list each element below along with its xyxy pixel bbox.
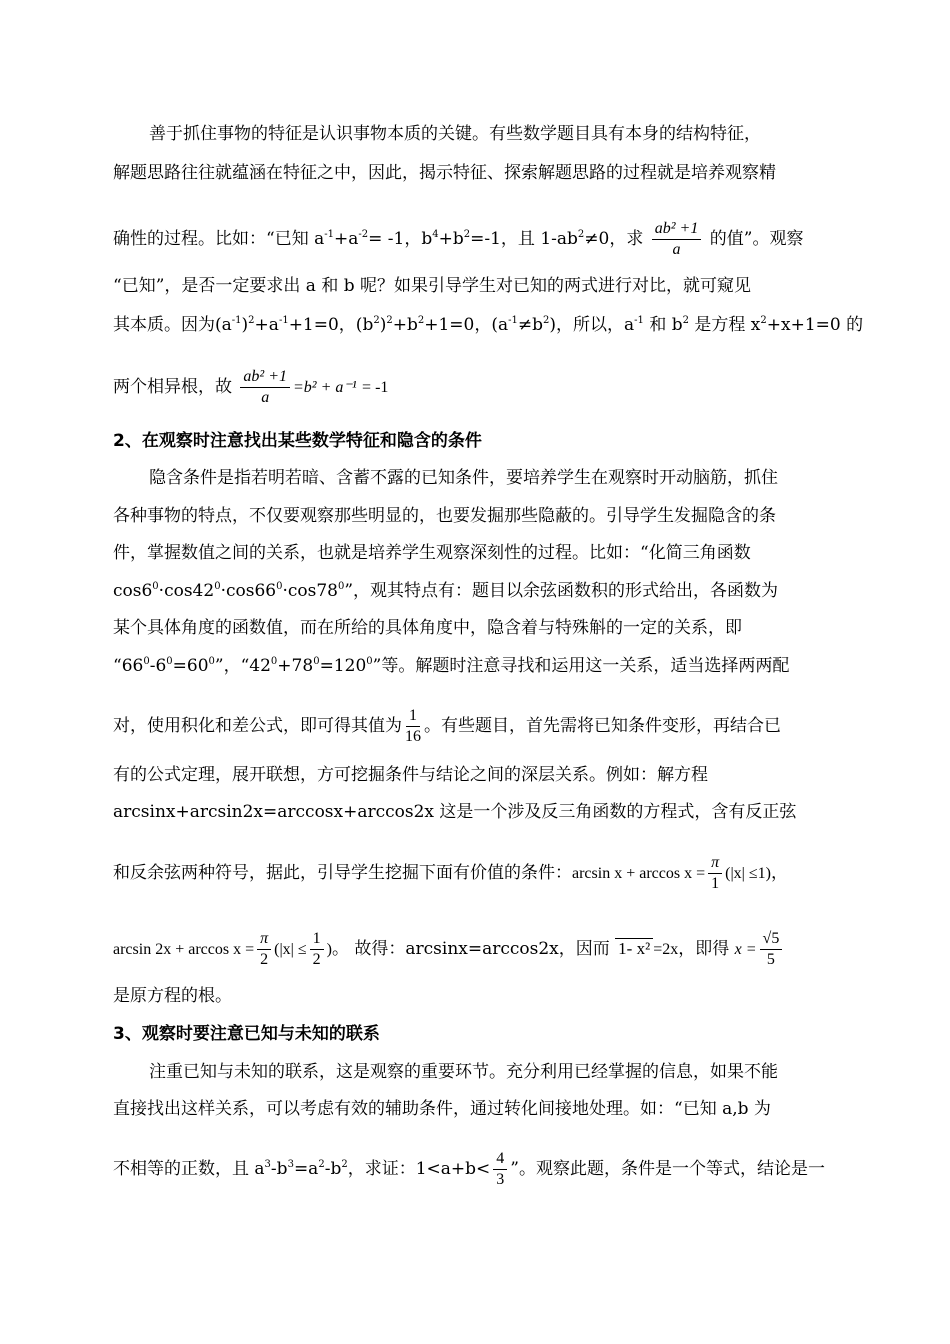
para2-line3: 件，掌握数值之间的关系，也就是培养学生观察深刻性的过程。比如：“化简三角函数 xyxy=(113,543,751,563)
fraction-1-over-2: $\frac{1}{2}$ xyxy=(310,929,324,970)
para2-line1: 隐含条件是指若明若暗、含蓄不露的已知条件，要培养学生在观察时开动脑筋，抓住 xyxy=(149,468,778,488)
para3-line2: 直接找出这样关系，可以考虑有效的辅助条件，通过转化间接地处理。如：“已知 a,b 为 xyxy=(113,1099,771,1119)
fraction-4-over-3: $\frac{4}{3}$ xyxy=(493,1149,507,1190)
fraction-pi-over-2: $\frac{\pi}{2}$ xyxy=(257,929,271,970)
para2-line8: 有的公式定理，展开联想，方可挖掘条件与结论之间的深层关系。例如：解方程 xyxy=(113,765,708,785)
section-heading-2: 2、在观察时注意找出某些数学特征和隐含的条件 xyxy=(113,431,482,451)
para3-line3: 不相等的正数，且 $a^3-b^3=a^2-b^2$，求证：1<a+b< $\frac{4}{3}$ ”。观察此题，条件是一个等式，结论是一 xyxy=(113,1150,825,1188)
para1-line4: “已知”，是否一定要求出 a 和 b 呢？如果引导学生对已知的两式进行对比，就可窥见 xyxy=(113,276,752,296)
fraction-ab2-plus-1-over-a-2: $\frac{\text{ab² +1}}{a}$ xyxy=(240,367,290,408)
para2-line7: 对，使用积化和差公式，即可得其值为 $\frac{1}{16}$ 。有些题目，首先需将已知条件变形，再结合已 xyxy=(113,707,781,745)
fraction-sqrt5-over-5: $\frac{√5}{5}$ xyxy=(760,929,783,970)
para1-line1: 善于抓住事物的特征是认识事物本质的关键。有些数学题目具有本身的结构特征， xyxy=(149,124,761,144)
para3-line1: 注重已知与未知的联系，这是观察的重要环节。充分利用已经掌握的信息，如果不能 xyxy=(149,1062,778,1082)
para2-line2: 各种事物的特点，不仅要观察那些明显的，也要发掘那些隐蔽的。引导学生发掘隐含的条 xyxy=(113,506,776,526)
para1-line2: 解题思路往往就蕴涵在特征之中，因此，揭示特征、探索解题思路的过程就是培养观察精 xyxy=(113,163,776,183)
para1-line3: 确性的过程。比如：“已知 $a^{-1}+a^{-2}= -1$，$b^4+b^2=-1$，且 $1-ab^2\ne 0$，求 $\frac{\text{ab² +1}}{a}$ 的值”。观察 xyxy=(113,220,804,258)
fraction-1-over-16: $\frac{1}{16}$ xyxy=(405,707,421,745)
para2-line12: 是原方程的根。 xyxy=(113,986,232,1006)
fraction-ab2-plus-1-over-a: $\frac{\text{ab² +1}}{a}$ xyxy=(652,219,702,260)
para1-line6: 两个相异根，故 $\frac{\text{ab² +1}}{a}$ =b² + a⁻¹ = -1 xyxy=(113,368,389,406)
section-heading-3: 3、观察时要注意已知与未知的联系 xyxy=(113,1024,380,1044)
para2-line10: 和反余弦两种符号，据此，引导学生挖掘下面有价值的条件：arcsin x + arccos x = $\frac{\pi}{1}$ (|x| ≤1)， xyxy=(113,854,788,892)
fraction-pi-over-1: $\frac{\pi}{1}$ xyxy=(708,853,722,894)
para2-line5: 某个具体角度的函数值，而在所给的具体角度中，隐含着与特殊斛的一定的关系，即 xyxy=(113,618,742,638)
para2-line6: “$66^0-6^0=60^0$”，“$42^0+78^0=120^0$”等。解题时注意寻找和运用这一关系，适当选择两两配 xyxy=(113,656,790,676)
para1-line5: 其本质。因为$(a^{-1})^2+a^{-1}+1=0$，$(b^2)^2+b^2+1=0$，$(a^{-1}\ne b^2)$，所以，$a^{-1}$ 和 $b^2$ 是方程 $x^2+x+1=0$ 的 xyxy=(113,315,864,335)
para2-line9: arcsinx+arcsin2x=arccosx+arccos2x 这是一个涉及反三角函数的方程式，含有反正弦 xyxy=(113,802,797,822)
para2-line11: arcsin 2x + arccos x = $\frac{\pi}{2}$ (|x| ≤ $\frac{1}{2}$ )。 故得：arcsinx=arccos2x，因而 1- x² =2x，即得 x = $\frac{√5}{5}$ xyxy=(113,926,843,972)
para2-line4: $\cos 6^0\cdot\cos 42^0\cdot\cos 66^0\cdot\cos 78^0$”，观其特点有：题目以余弦函数积的形式给出，各函数为 xyxy=(113,581,779,601)
sqrt-1-minus-x2: 1- x² xyxy=(615,938,653,958)
